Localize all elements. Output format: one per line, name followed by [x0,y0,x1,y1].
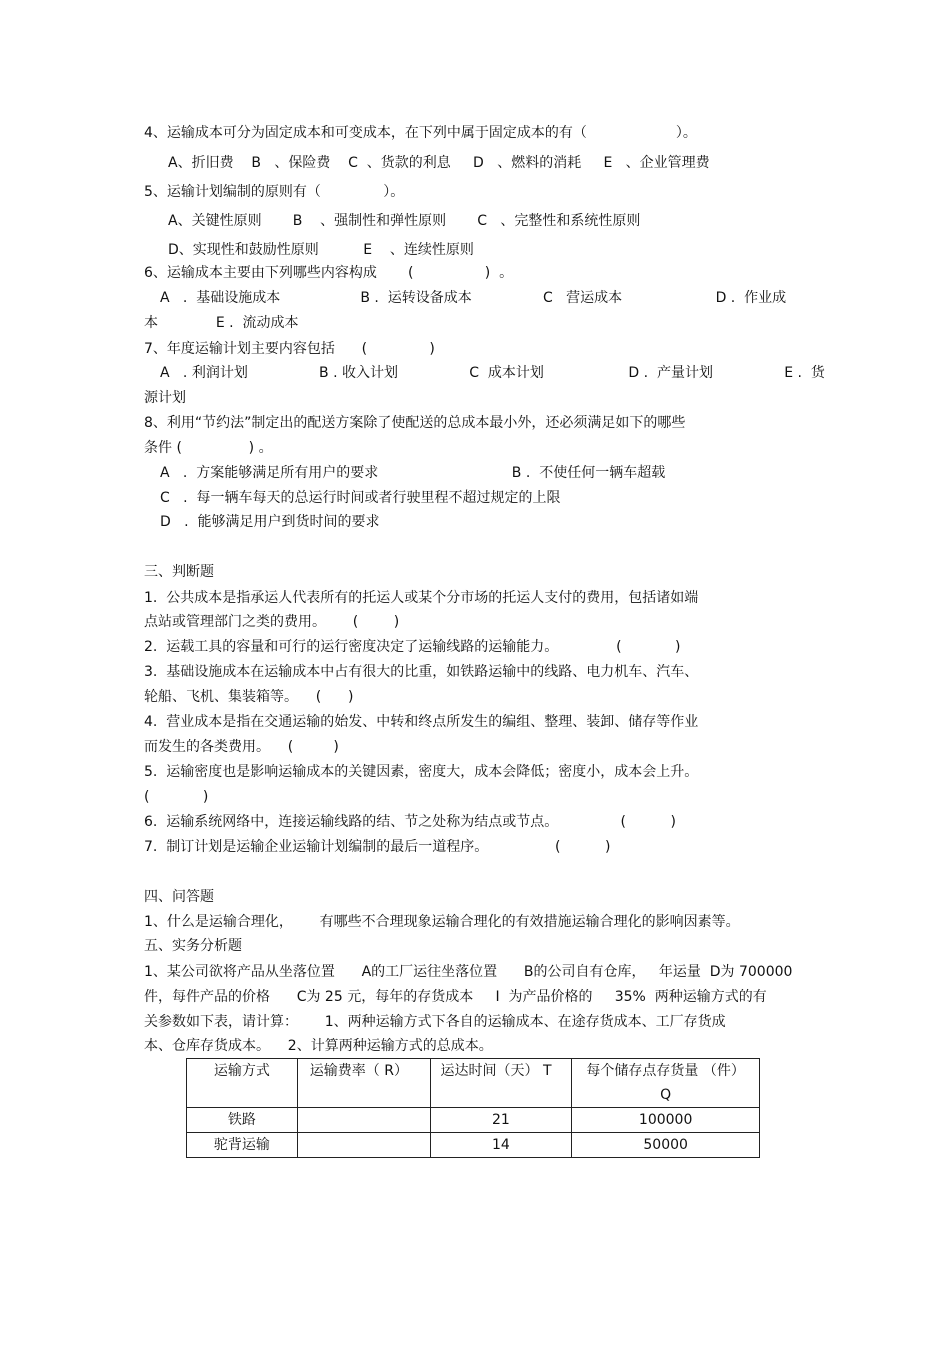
header-freight-rate: 运输费率（ R） [297,1059,430,1108]
cell-inventory: 100000 [572,1108,760,1133]
judgment-1: 1. 公共成本是指承运人代表所有的托运人或某个分市场的托运人支付的费用，包括诸如端 [144,590,699,606]
question-6-options-2: 本 E . 流动成本 [144,315,299,331]
cell-rate [297,1133,430,1158]
judgment-1-cont: 点站或管理部门之类的费用。 ( ) [144,614,400,630]
question-7: 7、年度运输计划主要内容包括 ( ) [144,341,435,357]
case-1-line-2: 件，每件产品的价格 C为 25 元，每年的存货成本 I 为产品价格的 35% 两种运输方式的有 [144,989,767,1005]
header-inventory-symbol: Q [660,1087,672,1103]
table-row [187,1108,760,1133]
judgment-7: 7. 制订计划是运输企业运输计划编制的最后一道程序。 ( ) [144,839,611,855]
cell-inventory: 50000 [572,1133,760,1158]
cell-time: 14 [430,1133,572,1158]
cell-rate [297,1108,430,1133]
transport-parameters-table [186,1058,760,1158]
qa-1: 1、什么是运输合理化， 有哪些不合理现象运输合理化的有效措施运输合理化的影响因素等。 [144,914,740,930]
question-8-option-ab: A . 方案能够满足所有用户的要求 B . 不使任何一辆车超载 [160,465,666,481]
case-1-line-1: 1、某公司欲将产品从坐落位置 A的工厂运往坐落位置 B的公司自有仓库， 年运量 D为 700000 [144,964,793,980]
cell-mode: 驼背运输 [187,1133,298,1158]
cell-time: 21 [430,1108,572,1133]
judgment-4: 4. 营业成本是指在交通运输的始发、中转和终点所发生的编组、整理、装卸、储存等作业 [144,714,699,730]
header-transport-mode: 运输方式 [187,1059,298,1108]
section-3-heading: 三、判断题 [144,564,214,580]
question-8-option-d: D . 能够满足用户到货时间的要求 [160,514,380,530]
judgment-6: 6. 运输系统网络中，连接运输线路的结、节之处称为结点或节点。 ( ) [144,814,676,830]
question-5-options-1: A、关键性原则 B 、强制性和弹性原则 C 、完整性和系统性原则 [168,213,641,229]
question-8-cont: 条件 ( ) 。 [144,440,273,456]
section-5-heading: 五、实务分析题 [144,938,242,954]
judgment-2: 2. 运载工具的容量和可行的运行密度决定了运输线路的运输能力。 ( ) [144,639,681,655]
judgment-3: 3. 基础设施成本在运输成本中占有很大的比重，如铁路运输中的线路、电力机车、汽车、 [144,664,699,680]
judgment-5-cont: ( ) [144,789,209,805]
question-5: 5、运输计划编制的原则有（ ）。 [144,184,405,200]
question-7-options-2: 源计划 [144,390,186,406]
case-1-line-4: 本、仓库存货成本。 2、计算两种运输方式的总成本。 [144,1038,493,1054]
header-inventory-per-point [572,1059,760,1108]
header-inventory-label: 每个储存点存货量 （件） [586,1063,745,1079]
question-4: 4、运输成本可分为固定成本和可变成本，在下列中属于固定成本的有（ ）。 [144,125,697,141]
question-6-options-1: A . 基础设施成本 B . 运转设备成本 C 营运成本 D . 作业成 [160,290,787,306]
section-4-heading: 四、问答题 [144,889,214,905]
judgment-5: 5. 运输密度也是影响运输成本的关键因素，密度大，成本会降低；密度小，成本会上升。 [144,764,699,780]
question-8-option-c: C . 每一辆车每天的总运行时间或者行驶里程不超过规定的上限 [160,490,561,506]
judgment-3-cont: 轮船、飞机、集装箱等。 ( ) [144,689,354,705]
table-row [187,1133,760,1158]
question-6: 6、运输成本主要由下列哪些内容构成 ( ) 。 [144,265,514,281]
question-8: 8、利用“节约法”制定出的配送方案除了使配送的总成本最小外，还必须满足如下的哪些 [144,415,686,431]
judgment-4-cont: 而发生的各类费用。 ( ) [144,739,339,755]
header-transit-time: 运达时间（天） T [430,1059,572,1108]
table-header-row [187,1059,760,1108]
question-5-options-2: D、实现性和鼓励性原则 E 、连续性原则 [168,242,474,258]
cell-mode: 铁路 [187,1108,298,1133]
question-7-options-1: A . 利润计划 B . 收入计划 C 成本计划 D . 产量计划 E . 货 [160,365,825,381]
case-1-line-3: 关参数如下表，请计算： 1、两种运输方式下各自的运输成本、在途存货成本、工厂存货成 [144,1014,726,1030]
question-4-options: A、折旧费 B 、保险费 C 、货款的利息 D 、燃料的消耗 E 、企业管理费 [168,155,710,171]
